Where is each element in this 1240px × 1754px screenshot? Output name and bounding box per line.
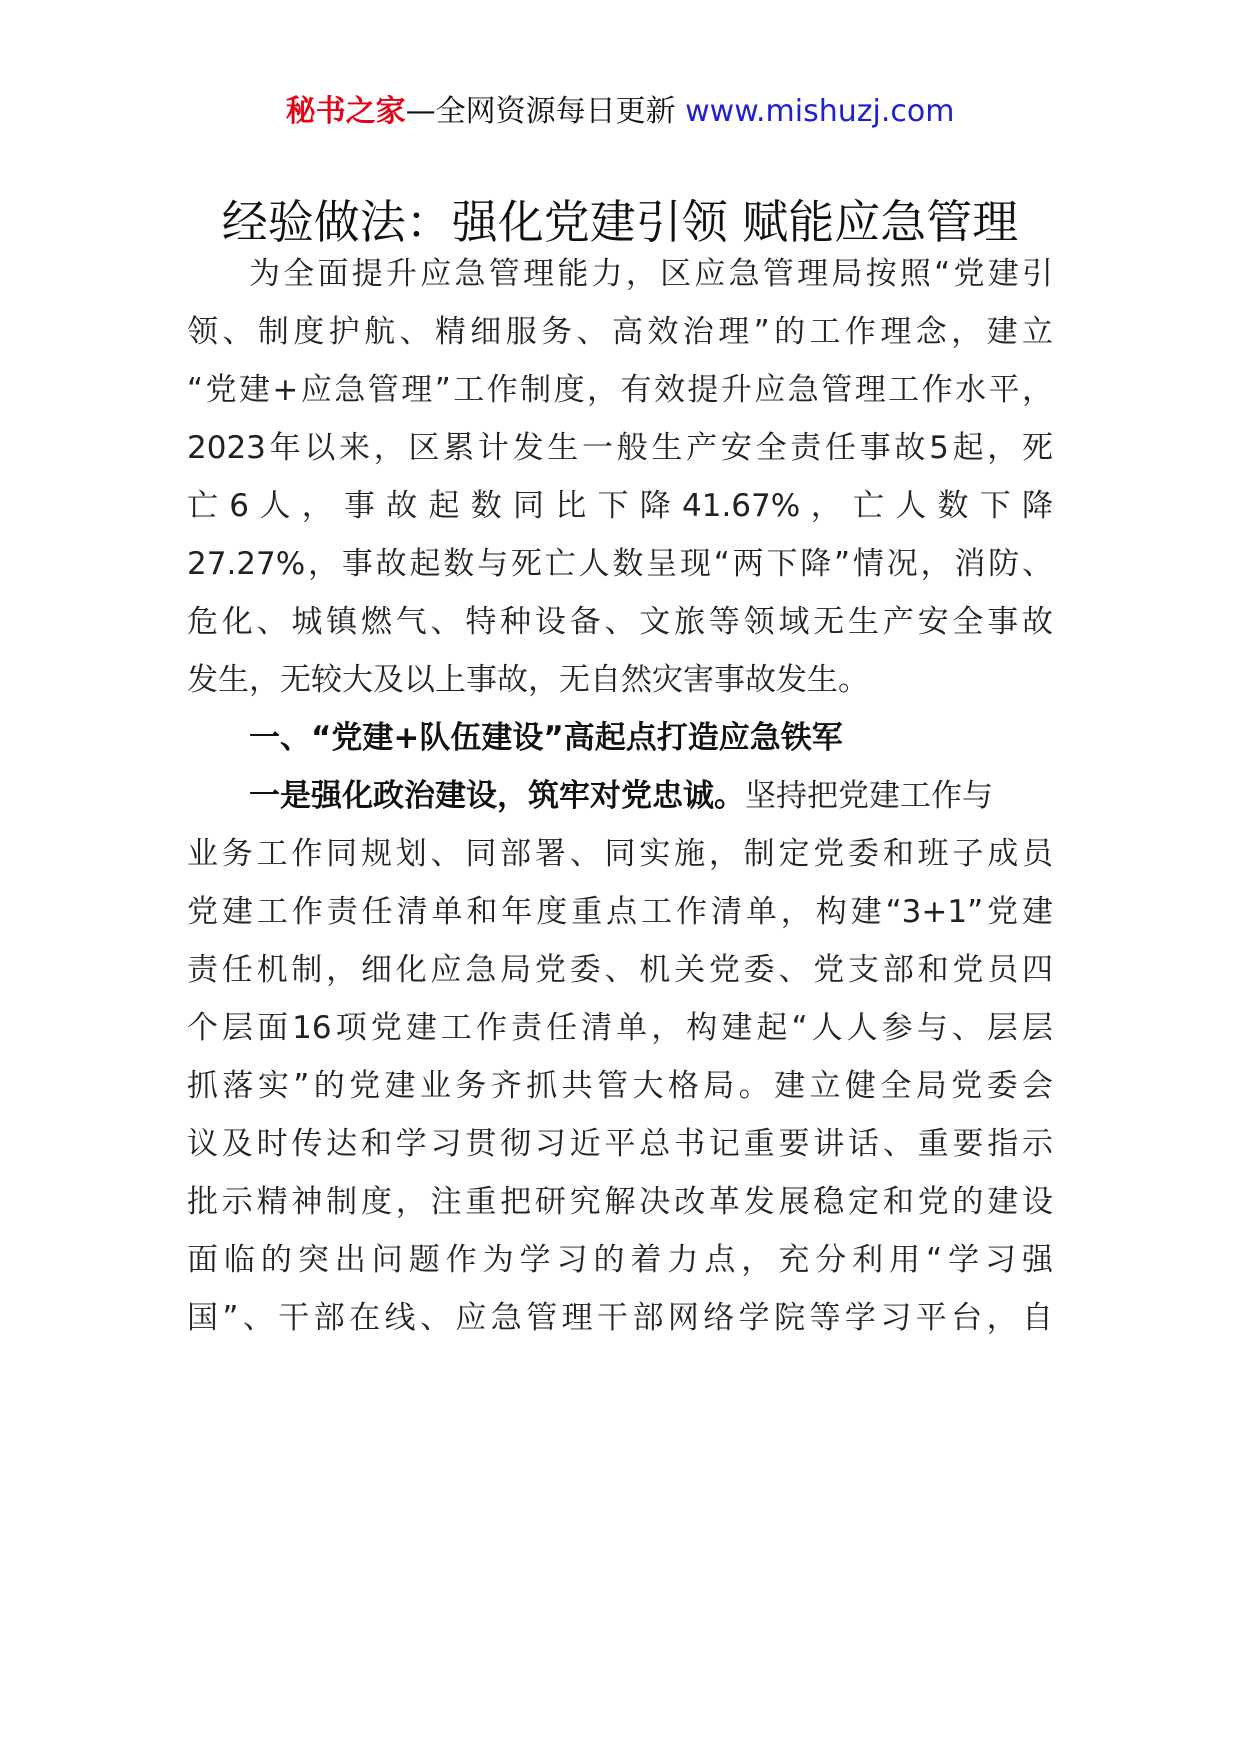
paragraph-line: “党建+应急管理”工作制度，有效提升应急管理工作水平，: [187, 372, 1053, 408]
paragraph-line: 国”、干部在线、应急管理干部网络学院等学习平台，自: [187, 1300, 1053, 1336]
paragraph-lead: 一是强化政治建设，筑牢对党忠诚。: [249, 778, 745, 814]
paragraph-line: 党建工作责任清单和年度重点工作清单，构建“3+1”党建: [187, 894, 1053, 930]
site-header: [0, 92, 1240, 132]
paragraph-line: 个层面16项党建工作责任清单，构建起“人人参与、层层: [187, 1010, 1053, 1046]
paragraph-line: 面临的突出问题作为学习的着力点，充分利用“学习强: [187, 1242, 1053, 1278]
brand-name: 秘书之家: [285, 94, 406, 129]
paragraph-line: 发生，无较大及以上事故，无自然灾害事故发生。: [187, 662, 869, 698]
paragraph-text: 坚持把党建工作与: [745, 778, 993, 814]
site-url-link[interactable]: www.mishuzj.com: [685, 94, 955, 129]
paragraph-line: 议及时传达和学习贯彻习近平总书记重要讲话、重要指示: [187, 1126, 1053, 1162]
header-tagline: —全网资源每日更新: [405, 94, 686, 129]
paragraph-line: 抓落实”的党建业务齐抓共管大格局。建立健全局党委会: [187, 1068, 1053, 1104]
section-heading: 一、“党建+队伍建设”高起点打造应急铁军: [249, 720, 843, 756]
paragraph-line: 2023年以来，区累计发生一般生产安全责任事故5起，死: [187, 430, 1053, 466]
paragraph-line: 领、制度护航、精细服务、高效治理”的工作理念，建立: [187, 314, 1053, 350]
paragraph-line: [187, 774, 1053, 818]
paragraph-line: 为全面提升应急管理能力，区应急管理局按照“党建引: [249, 256, 1053, 292]
paragraph-line: 27.27%，事故起数与死亡人数呈现“两下降”情况，消防、: [187, 546, 1053, 582]
paragraph-line: 责任机制，细化应急局党委、机关党委、党支部和党员四: [187, 952, 1053, 988]
paragraph-line: 批示精神制度，注重把研究解决改革发展稳定和党的建设: [187, 1184, 1053, 1220]
paragraph-line: 亡 6 人 ， 事 故 起 数 同 比 下 降 41.67% ， 亡 人 数 下 降: [187, 488, 1053, 524]
document-title: 经验做法：强化党建引领 赋能应急管理: [221, 195, 1019, 249]
paragraph-line: 危化、城镇燃气、特种设备、文旅等领域无生产安全事故: [187, 604, 1053, 640]
paragraph-line: 业务工作同规划、同部署、同实施，制定党委和班子成员: [187, 836, 1053, 872]
